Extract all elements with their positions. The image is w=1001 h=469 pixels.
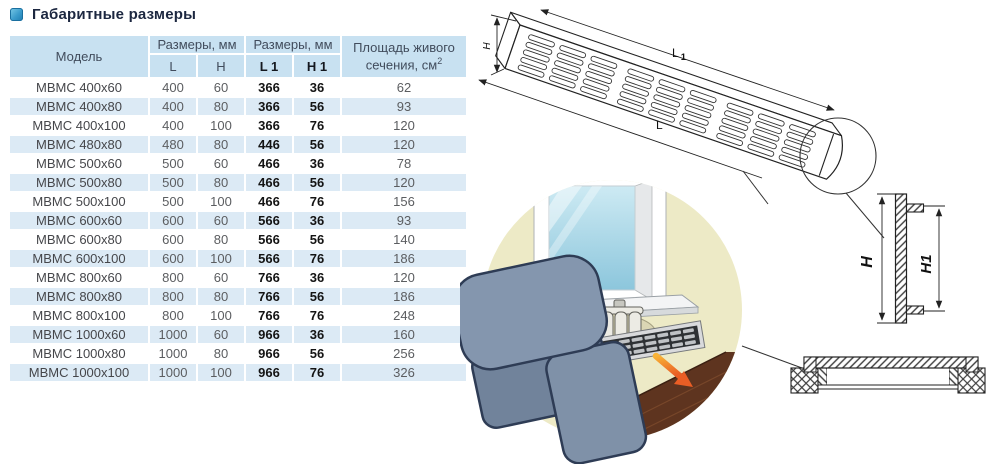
l-cell: 400: [162, 80, 184, 95]
technical-drawings-pane: [460, 0, 1001, 464]
l1-cell: 566: [246, 212, 292, 229]
h-cell: 80: [198, 136, 244, 153]
table-row: [10, 231, 466, 248]
label-l-iso: L: [656, 118, 663, 132]
installation-illustration: [460, 168, 770, 464]
header-l: L: [150, 55, 196, 77]
h-cell: 60: [198, 326, 244, 343]
l1-cell: 966: [258, 346, 280, 361]
l-cell: 1000: [158, 346, 188, 361]
header-h: H: [198, 55, 244, 77]
h1-cell: 56: [294, 288, 340, 305]
l1-cell: 766: [258, 308, 280, 323]
h-cell: 60: [213, 156, 229, 171]
h1-cell: 56: [294, 98, 340, 115]
dimensions-table: [8, 34, 468, 383]
l1-cell: 766: [246, 288, 292, 305]
label-h1-profile: H1: [918, 254, 935, 274]
l1-cell: 466: [258, 194, 280, 209]
model-cell: МВМС 1000x80: [32, 346, 126, 361]
h-cell: 60: [198, 212, 244, 229]
area-cell: 140: [393, 232, 415, 247]
page-title: Габаритные размеры: [32, 6, 197, 23]
area-cell: 256: [393, 346, 415, 361]
l1-cell: 466: [258, 156, 280, 171]
h1-cell: 36: [294, 212, 340, 229]
table-row: [10, 193, 466, 210]
l-cell: 600: [150, 212, 196, 229]
label-l1-iso: L $_1$: [672, 46, 686, 63]
header-dims-group-2: Размеры, мм: [246, 36, 340, 53]
table-row: [10, 288, 466, 305]
header-model: Модель: [10, 36, 148, 77]
model-cell: МВМС 400x80: [10, 98, 148, 115]
h-cell: 100: [210, 308, 232, 323]
l1-cell: 566: [258, 232, 280, 247]
h1-cell: 36: [309, 156, 325, 171]
label-h-profile: H: [859, 256, 876, 268]
area-cell: 248: [393, 308, 415, 323]
h-cell: 80: [198, 288, 244, 305]
l1-cell: 446: [246, 136, 292, 153]
l-cell: 500: [162, 194, 184, 209]
model-cell: МВМС 400x100: [32, 118, 126, 133]
h-cell: 100: [210, 118, 232, 133]
section-title-row: [10, 6, 196, 23]
l-cell: 600: [162, 232, 184, 247]
h1-cell: 76: [309, 194, 325, 209]
dimension-table-body: [10, 79, 466, 381]
dimension-h-profile: [877, 194, 895, 323]
table-row: [10, 364, 466, 381]
grille-slots: [518, 34, 817, 168]
h1-cell: 36: [309, 80, 325, 95]
h-cell: 100: [198, 250, 244, 267]
l-cell: 400: [162, 118, 184, 133]
l1-cell: 466: [246, 174, 292, 191]
h1-cell: 56: [294, 174, 340, 191]
table-row: [10, 269, 466, 286]
table-row: [10, 250, 466, 267]
h-cell: 80: [213, 346, 229, 361]
l-cell: 480: [150, 136, 196, 153]
h-cell: 80: [198, 98, 244, 115]
h-cell: 80: [198, 174, 244, 191]
l-cell: 800: [162, 270, 184, 285]
leader-to-profile: [846, 193, 884, 238]
table-row: [10, 345, 466, 362]
l1-cell: 366: [246, 98, 292, 115]
model-cell: МВМС 1000x100: [10, 364, 148, 381]
model-cell: МВМС 500x80: [10, 174, 148, 191]
table-row: [10, 212, 466, 229]
table-row: [10, 174, 466, 191]
l-cell: 500: [150, 174, 196, 191]
table-row: [10, 307, 466, 324]
l-cell: 600: [150, 250, 196, 267]
l1-cell: 966: [246, 326, 292, 343]
area-cell: 62: [396, 80, 412, 95]
l1-cell: 366: [258, 80, 280, 95]
grille-flange-bar: [804, 357, 978, 368]
h1-cell: 36: [309, 270, 325, 285]
area-cell: 186: [342, 250, 466, 267]
l1-cell: 766: [258, 270, 280, 285]
h1-cell: 76: [309, 118, 325, 133]
h-cell: 100: [210, 194, 232, 209]
model-cell: МВМС 500x60: [36, 156, 122, 171]
l-cell: 500: [162, 156, 184, 171]
model-cell: МВМС 500x100: [32, 194, 126, 209]
area-cell: 120: [393, 118, 415, 133]
l-cell: 800: [150, 288, 196, 305]
area-cell: 326: [342, 364, 466, 381]
l1-cell: 366: [258, 118, 280, 133]
dimensions-table-head: [10, 36, 466, 77]
model-cell: МВМС 800x80: [10, 288, 148, 305]
area-cell: 93: [342, 212, 466, 229]
header-dims-group-1: Размеры, мм: [150, 36, 244, 53]
model-cell: МВМС 480x80: [10, 136, 148, 153]
l-cell: 400: [150, 98, 196, 115]
header-l1: L 1: [246, 55, 292, 77]
profile-section-drawing: [859, 194, 945, 323]
h-cell: 100: [198, 364, 244, 381]
h-cell: 60: [213, 270, 229, 285]
h1-cell: 36: [294, 326, 340, 343]
table-row: [10, 326, 466, 343]
area-cell: 156: [393, 194, 415, 209]
l1-cell: 966: [246, 364, 292, 381]
section-bullet-icon: [10, 8, 23, 21]
h1-cell: 76: [294, 364, 340, 381]
header-area: Площадь живого сечения, $см^2$: [342, 36, 466, 77]
h1-cell: 56: [309, 232, 325, 247]
area-cell: 120: [342, 174, 466, 191]
table-row: [10, 117, 466, 134]
area-cell: 93: [342, 98, 466, 115]
l-cell: 1000: [150, 326, 196, 343]
h1-cell: 56: [294, 136, 340, 153]
area-cell: 120: [342, 136, 466, 153]
h-cell: 60: [213, 80, 229, 95]
area-cell: 186: [342, 288, 466, 305]
h1-cell: 76: [294, 250, 340, 267]
l-cell: 800: [162, 308, 184, 323]
table-row: [10, 136, 466, 153]
table-row: [10, 155, 466, 172]
leader-to-section: [742, 346, 802, 368]
l-cell: 1000: [150, 364, 196, 381]
model-cell: МВМС 600x80: [36, 232, 122, 247]
h1-cell: 76: [309, 308, 325, 323]
model-cell: МВМС 600x100: [10, 250, 148, 267]
model-cell: МВМС 800x60: [36, 270, 122, 285]
h-cell: 80: [213, 232, 229, 247]
model-cell: МВМС 600x60: [10, 212, 148, 229]
model-cell: МВМС 800x100: [32, 308, 126, 323]
model-cell: МВМС 1000x60: [10, 326, 148, 343]
header-h1: H 1: [294, 55, 340, 77]
area-cell: 160: [342, 326, 466, 343]
label-h-iso: H: [482, 42, 493, 50]
h1-cell: 56: [309, 346, 325, 361]
model-cell: МВМС 400x60: [36, 80, 122, 95]
mounting-section-drawing: [742, 346, 985, 393]
table-row: [10, 79, 466, 96]
area-cell: 120: [393, 270, 415, 285]
table-row: [10, 98, 466, 115]
l1-cell: 566: [246, 250, 292, 267]
area-cell: 78: [396, 156, 412, 171]
